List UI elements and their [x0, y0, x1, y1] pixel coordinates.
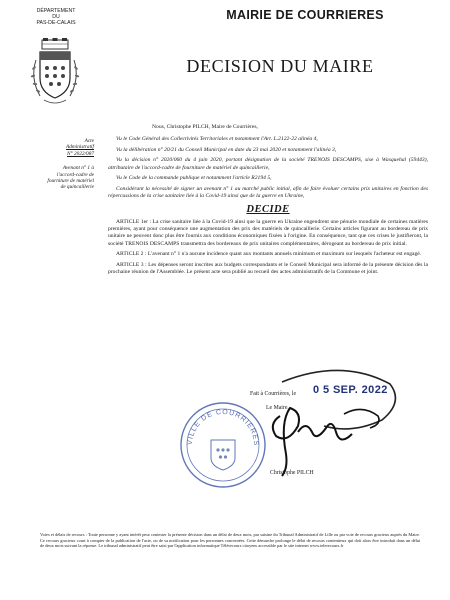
act-label: Administratif	[66, 144, 94, 151]
act-object: l'accord-cadre de	[56, 171, 94, 178]
legal-basis: Vu le Code de la commande publique et notamment l'article R2194 5,	[116, 175, 272, 182]
date-stamp: 0 5 SEP. 2022	[313, 384, 388, 396]
legal-basis: Vu la délibération n° 20/21 du Conseil Municipal en date du 23 mai 2020 et notamment l'alinéa 3,	[116, 146, 337, 153]
department-header	[20, 8, 92, 26]
legal-basis: Vu la décision n° 2020/060 du 4 juin 2020, portant désignation de la société TRENOIS DESCAMPS, sise à Wasquehal (59443), attributaire de l'accord-cadre de fourniture de matériel de quincaillerie,	[108, 157, 428, 171]
act-object: fourniture de matériel	[47, 178, 94, 185]
signed-at: Fait à Courrières, le	[250, 391, 297, 397]
handwritten-signature-icon	[232, 362, 402, 480]
department-line: PAS-DE-CALAIS	[36, 20, 76, 26]
act-object: Avenant n° 1 à	[62, 165, 94, 172]
document-title: DECISION DU MAIRE	[186, 56, 374, 76]
article-3: ARTICLE 3 : Les dépenses seront inscrites aux budgets correspondants et le Conseil Municipal sera informé de la présente décision dès la prochaine réunion de l'Assemblée. Le présent acte sera publié au recueil des actes administratifs de la Commune et joint.	[108, 261, 428, 275]
mairie-title: MAIRIE DE COURRIERES	[226, 8, 384, 22]
seal-text: VILLE DE COURRIERES	[186, 408, 260, 447]
act-object: de quincaillerie	[60, 184, 94, 191]
act-label: Acte	[84, 138, 94, 144]
article-2: ARTICLE 2 : L'avenant n° 1 n'a aucune incidence quant aux montants annuels minimum et maximum sur lesquels l'acheteur est engagé.	[116, 251, 422, 258]
decide-heading: DECIDE	[246, 204, 290, 216]
department-line: DU	[52, 14, 60, 20]
act-number: N° 2022/087	[67, 150, 94, 157]
act-reference	[36, 138, 94, 191]
article-1: ARTICLE 1er : La crise sanitaire liée à la Covid-19 ainsi que la guerre en Ukraine engendrent une pénurie mondiale de certaines matières premières, ayant pour conséquence une augmentation des prix des matériels de quincaillerie. Certains articles figurant au bordereau de prix unitaire ne peuvent donc plus être fournis aux conditions économiques fixées à l'origine. En conséquence, tant que ces crises le justifieront, la société TRENOIS DESCAMPS transmettra des bordereaux de prix unitaires complémentaires, dérogeant au bordereau de prix initial.	[108, 219, 428, 247]
coat-of-arms-icon	[26, 38, 84, 110]
appeal-notice: Voies et délais de recours : Toute personne y ayant intérêt peut contester la présente décision dans un délai de deux mois, par saisine du Tribunal Administratif de Lille ou par voie de recours gracieux auprès du Maire. Ce recours gracieux court à compter de la publication de l'acte, ou de sa notification pour les personnes concernées. Cette démarche prolonge le délai de recours contentieux qui doit alors être introduit dans un délai de deux mois suivant la réponse. Le tribunal administratif peut être saisi par l'application informatique Télérecours citoyens accessible par le site internet www.telerecours.fr	[40, 532, 420, 548]
decision-body	[108, 124, 428, 280]
preamble: Nous, Christophe PILCH, Maire de Courrières,	[152, 124, 258, 130]
signatory-name: Christophe PILCH	[270, 470, 314, 476]
legal-basis: Vu le Code Général des Collectivités Territoriales et notamment l'Art. L.2122-22 alinéa 4,	[116, 136, 318, 143]
department-line: DÉPARTEMENT	[36, 8, 76, 14]
considerant: Considérant la nécessité de signer un avenant n° 1 au marché public initial, afin de faire évoluer certains prix unitaires en fonction des répercussions de la crise sanitaire liée à la Covid-19 ainsi que de la guerre en Ukraine,	[108, 185, 428, 200]
signatory-title: Le Maire,	[266, 405, 289, 411]
